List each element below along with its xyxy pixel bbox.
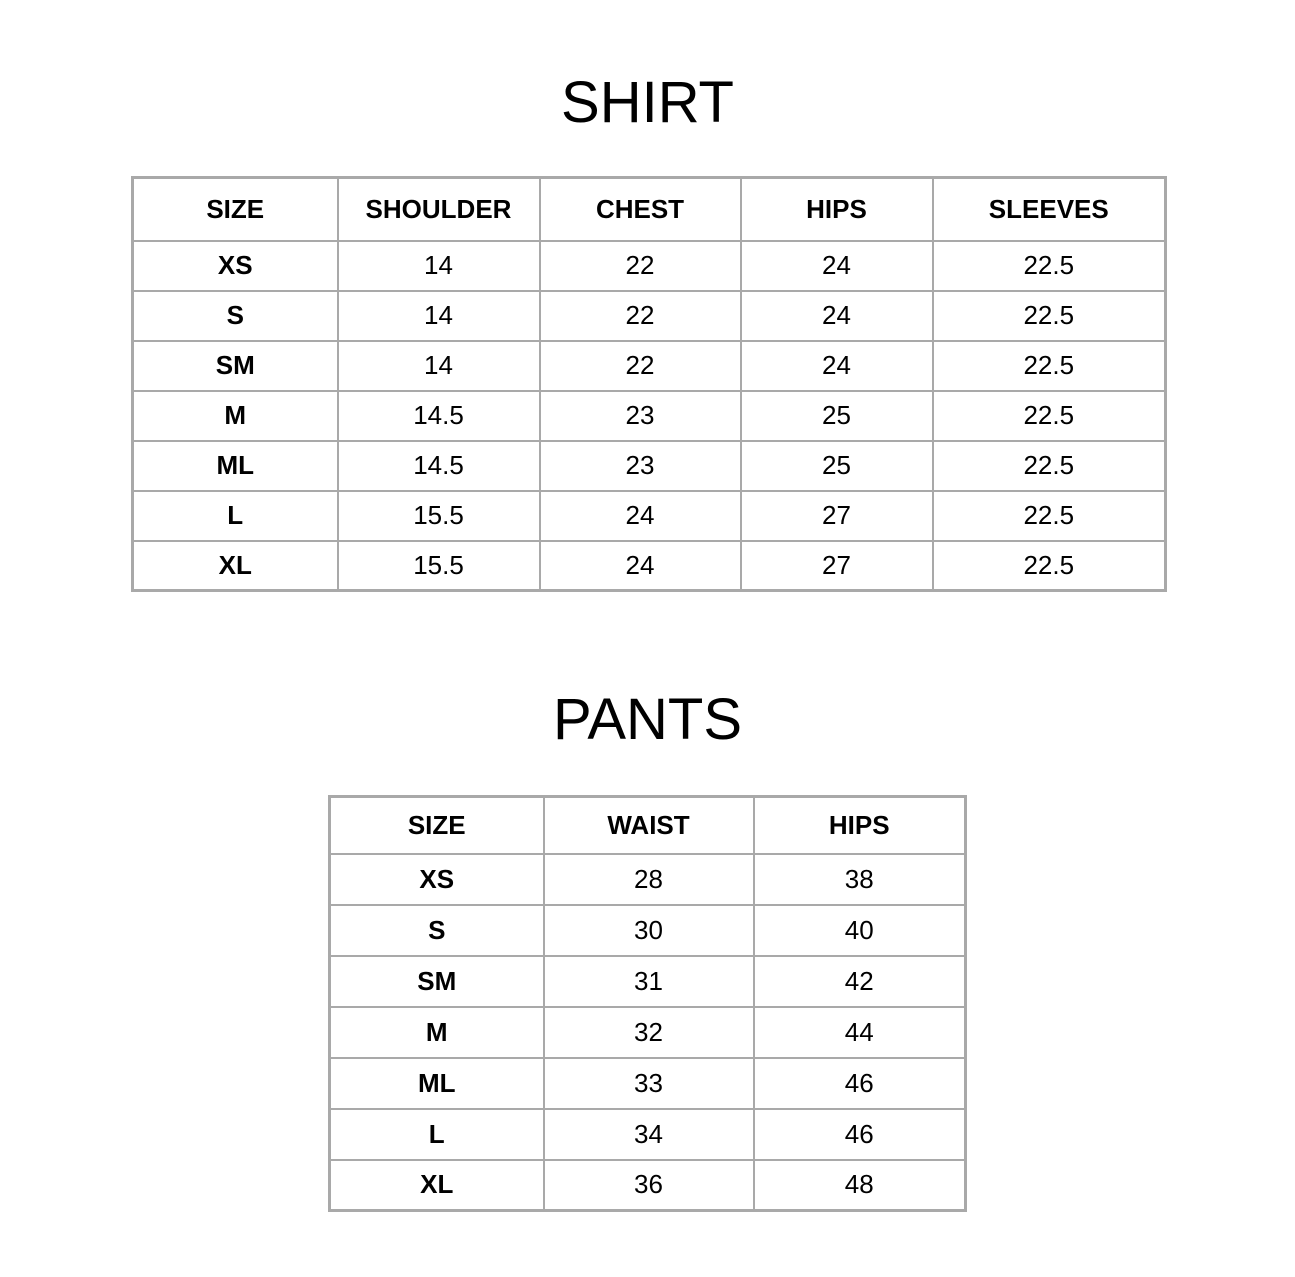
hips-cell: 27 bbox=[741, 491, 933, 541]
column-header-size: SIZE bbox=[133, 178, 338, 241]
size-cell: L bbox=[133, 491, 338, 541]
hips-cell: 24 bbox=[741, 291, 933, 341]
size-cell: SM bbox=[133, 341, 338, 391]
shoulder-cell: 14.5 bbox=[338, 391, 540, 441]
table-row bbox=[330, 1007, 966, 1058]
hips-cell: 46 bbox=[754, 1109, 966, 1160]
column-header-size: SIZE bbox=[330, 797, 544, 854]
chest-cell: 22 bbox=[540, 341, 741, 391]
sleeves-cell: 22.5 bbox=[933, 391, 1166, 441]
size-cell: S bbox=[133, 291, 338, 341]
hips-cell: 48 bbox=[754, 1160, 966, 1211]
chest-cell: 23 bbox=[540, 441, 741, 491]
pants-title: PANTS bbox=[552, 687, 743, 752]
size-cell: XS bbox=[330, 854, 544, 905]
hips-cell: 27 bbox=[741, 541, 933, 591]
table-row bbox=[133, 291, 1166, 341]
size-cell: SM bbox=[330, 956, 544, 1007]
column-header-hips: HIPS bbox=[741, 178, 933, 241]
column-header-sleeves: SLEEVES bbox=[933, 178, 1166, 241]
sleeves-cell: 22.5 bbox=[933, 241, 1166, 291]
table-row bbox=[133, 491, 1166, 541]
waist-cell: 28 bbox=[544, 854, 754, 905]
table-row bbox=[330, 854, 966, 905]
chest-cell: 22 bbox=[540, 291, 741, 341]
shoulder-cell: 14 bbox=[338, 241, 540, 291]
hips-cell: 42 bbox=[754, 956, 966, 1007]
waist-cell: 30 bbox=[544, 905, 754, 956]
chest-cell: 24 bbox=[540, 491, 741, 541]
size-cell: L bbox=[330, 1109, 544, 1160]
column-header-waist: WAIST bbox=[544, 797, 754, 854]
hips-cell: 25 bbox=[741, 441, 933, 491]
size-cell: XL bbox=[330, 1160, 544, 1211]
hips-cell: 46 bbox=[754, 1058, 966, 1109]
waist-cell: 33 bbox=[544, 1058, 754, 1109]
table-row bbox=[133, 441, 1166, 491]
hips-cell: 44 bbox=[754, 1007, 966, 1058]
size-cell: XL bbox=[133, 541, 338, 591]
size-cell: S bbox=[330, 905, 544, 956]
shoulder-cell: 14 bbox=[338, 291, 540, 341]
size-cell: XS bbox=[133, 241, 338, 291]
column-header-shoulder: SHOULDER bbox=[338, 178, 540, 241]
waist-cell: 32 bbox=[544, 1007, 754, 1058]
table-header-row bbox=[330, 797, 966, 854]
table-row bbox=[133, 541, 1166, 591]
waist-cell: 31 bbox=[544, 956, 754, 1007]
column-header-hips: HIPS bbox=[754, 797, 966, 854]
table-row bbox=[133, 391, 1166, 441]
size-cell: ML bbox=[133, 441, 338, 491]
chest-cell: 23 bbox=[540, 391, 741, 441]
sleeves-cell: 22.5 bbox=[933, 541, 1166, 591]
hips-cell: 25 bbox=[741, 391, 933, 441]
shoulder-cell: 14.5 bbox=[338, 441, 540, 491]
table-row bbox=[133, 241, 1166, 291]
pants-size-table bbox=[328, 795, 967, 1212]
hips-cell: 24 bbox=[741, 241, 933, 291]
sleeves-cell: 22.5 bbox=[933, 441, 1166, 491]
waist-cell: 34 bbox=[544, 1109, 754, 1160]
shoulder-cell: 15.5 bbox=[338, 491, 540, 541]
shoulder-cell: 14 bbox=[338, 341, 540, 391]
sleeves-cell: 22.5 bbox=[933, 491, 1166, 541]
size-cell: M bbox=[133, 391, 338, 441]
table-row bbox=[330, 1058, 966, 1109]
sleeves-cell: 22.5 bbox=[933, 341, 1166, 391]
table-row bbox=[330, 905, 966, 956]
table-row bbox=[330, 1160, 966, 1211]
shirt-title: SHIRT bbox=[561, 70, 734, 135]
waist-cell: 36 bbox=[544, 1160, 754, 1211]
hips-cell: 38 bbox=[754, 854, 966, 905]
hips-cell: 24 bbox=[741, 341, 933, 391]
size-cell: ML bbox=[330, 1058, 544, 1109]
table-row bbox=[330, 956, 966, 1007]
sleeves-cell: 22.5 bbox=[933, 291, 1166, 341]
table-header-row bbox=[133, 178, 1166, 241]
chest-cell: 22 bbox=[540, 241, 741, 291]
column-header-chest: CHEST bbox=[540, 178, 741, 241]
size-cell: M bbox=[330, 1007, 544, 1058]
shoulder-cell: 15.5 bbox=[338, 541, 540, 591]
table-row bbox=[133, 341, 1166, 391]
table-row bbox=[330, 1109, 966, 1160]
hips-cell: 40 bbox=[754, 905, 966, 956]
shirt-size-table bbox=[131, 176, 1167, 592]
chest-cell: 24 bbox=[540, 541, 741, 591]
